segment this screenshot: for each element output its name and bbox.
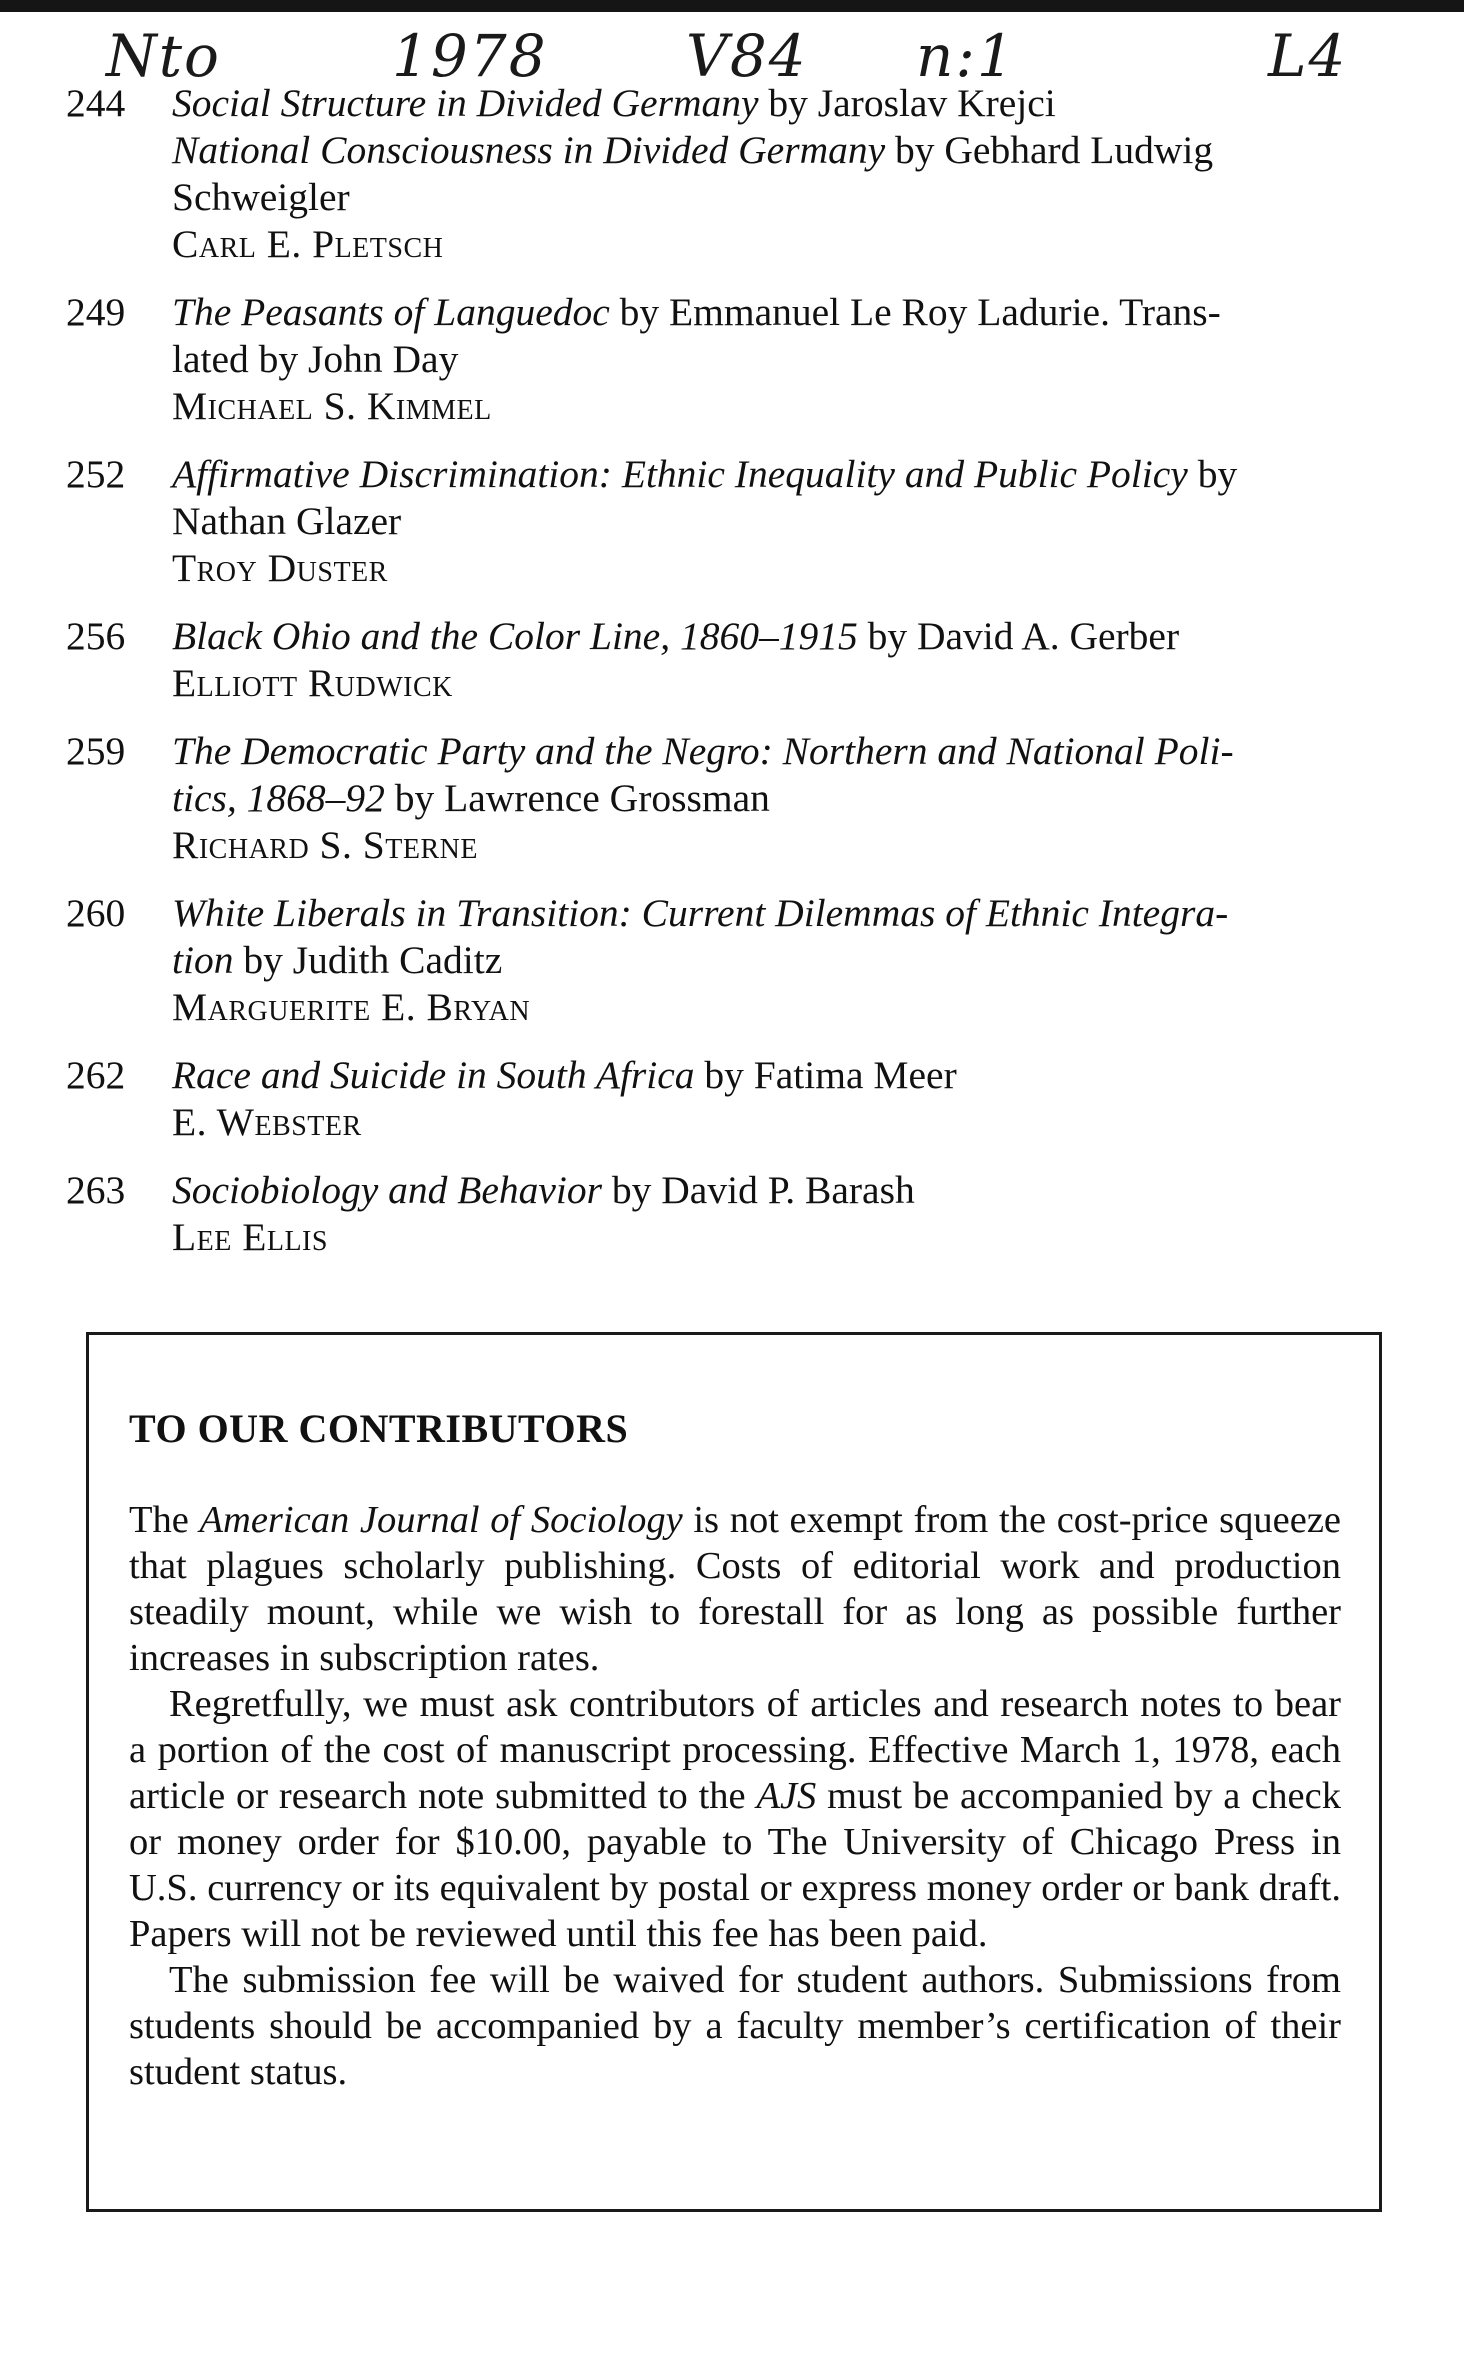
book-title: Sociobiology and Behavior xyxy=(172,1168,603,1212)
book-author: by Emmanuel Le Roy Ladurie. Trans- xyxy=(609,290,1221,334)
book-author: by Gebhard Ludwig xyxy=(885,128,1214,172)
page-number: 260 xyxy=(66,891,126,935)
book-title: tics, 1868–92 xyxy=(172,776,385,820)
journal-name: American Journal of Sociology xyxy=(199,1499,683,1541)
reviewer-name: Carl E. Pletsch xyxy=(172,222,444,266)
handwritten-mark-1: Nto xyxy=(106,22,221,90)
book-author: by David P. Barash xyxy=(602,1168,915,1212)
book-translator: lated by John Day xyxy=(172,337,459,381)
review-list xyxy=(66,80,1386,1282)
notice-text: is not exempt from the cost-price squeeze that plagues scholarly publishing. Costs of editorial work and production steadily mount, while we wish to forestall for as long as possible further increases in subscription rates. xyxy=(129,1499,1341,1679)
scan-top-border xyxy=(0,0,1464,12)
book-author: by David A. Gerber xyxy=(857,614,1180,658)
page-number: 259 xyxy=(66,729,126,773)
notice-text: must be accompanied by a check or money order for $10.00, payable to The University of Chicago Press in U.S. currency or its equivalent by postal or express money order or bank draft. Papers will not be reviewed until this fee has been paid. xyxy=(129,1775,1341,1955)
review-entry xyxy=(66,451,1386,592)
page-number: 263 xyxy=(66,1168,126,1212)
notice-paragraph xyxy=(129,1681,1341,1957)
book-title: White Liberals in Transition: Current Dilemmas of Ethnic Integra- xyxy=(172,891,1229,935)
page-number: 249 xyxy=(66,290,126,334)
book-title: tion xyxy=(172,938,234,982)
contributors-notice-box xyxy=(86,1332,1382,2212)
reviewer-name: Michael S. Kimmel xyxy=(172,384,492,428)
reviewer-name: E. Webster xyxy=(172,1100,362,1144)
review-entry xyxy=(66,613,1386,707)
book-author: by Jaroslav Krejci xyxy=(758,81,1056,125)
book-title: Social Structure in Divided Germany xyxy=(172,81,759,125)
book-title: Affirmative Discrimination: Ethnic Inequality and Public Policy xyxy=(172,452,1188,496)
notice-body xyxy=(129,1497,1341,2095)
review-entry xyxy=(66,1167,1386,1261)
handwritten-number: n:1 xyxy=(916,22,1016,90)
book-title: National Consciousness in Divided Germany xyxy=(172,128,886,172)
notice-text: The xyxy=(129,1499,200,1541)
book-title: Race and Suicide in South Africa xyxy=(172,1053,695,1097)
book-author-continued: Schweigler xyxy=(172,175,350,219)
notice-text: Regretfully, we must ask contributors of articles and research notes to bear a portion of the cost of manuscript processing. Effective March 1, 1978, each article or research note submitted to the xyxy=(129,1683,1341,1817)
handwritten-volume: V84 xyxy=(686,22,808,90)
reviewer-name: Elliott Rudwick xyxy=(172,661,453,705)
handwritten-mark-2: L4 xyxy=(1268,22,1348,90)
book-title: Black Ohio and the Color Line, 1860–1915 xyxy=(172,614,858,658)
book-title: The Democratic Party and the Negro: Northern and National Poli- xyxy=(172,729,1234,773)
review-entry xyxy=(66,289,1386,430)
reviewer-name: Lee Ellis xyxy=(172,1215,328,1259)
review-entry xyxy=(66,890,1386,1031)
page-number: 256 xyxy=(66,614,126,658)
book-author: by Judith Caditz xyxy=(233,938,503,982)
page-number: 262 xyxy=(66,1053,126,1097)
page-number: 252 xyxy=(66,452,126,496)
page-number: 244 xyxy=(66,81,126,125)
book-author: by Fatima Meer xyxy=(694,1053,957,1097)
book-title: The Peasants of Languedoc xyxy=(172,290,610,334)
book-author: by Lawrence Grossman xyxy=(384,776,770,820)
review-entry xyxy=(66,728,1386,869)
review-entry xyxy=(66,1052,1386,1146)
review-entry xyxy=(66,80,1386,268)
book-author: by xyxy=(1187,452,1238,496)
reviewer-name: Richard S. Sterne xyxy=(172,823,478,867)
reviewer-name: Troy Duster xyxy=(172,546,388,590)
notice-paragraph: The submission fee will be waived for student authors. Submissions from students should be accompanied by a faculty member’s certification of their student status. xyxy=(129,1959,1341,2093)
notice-paragraph xyxy=(129,1497,1341,1681)
journal-abbreviation: AJS xyxy=(756,1775,817,1817)
notice-title: TO OUR CONTRIBUTORS xyxy=(129,1406,629,1451)
book-author-continued: Nathan Glazer xyxy=(172,499,402,543)
reviewer-name: Marguerite E. Bryan xyxy=(172,985,531,1029)
handwritten-year: 1978 xyxy=(392,22,548,90)
